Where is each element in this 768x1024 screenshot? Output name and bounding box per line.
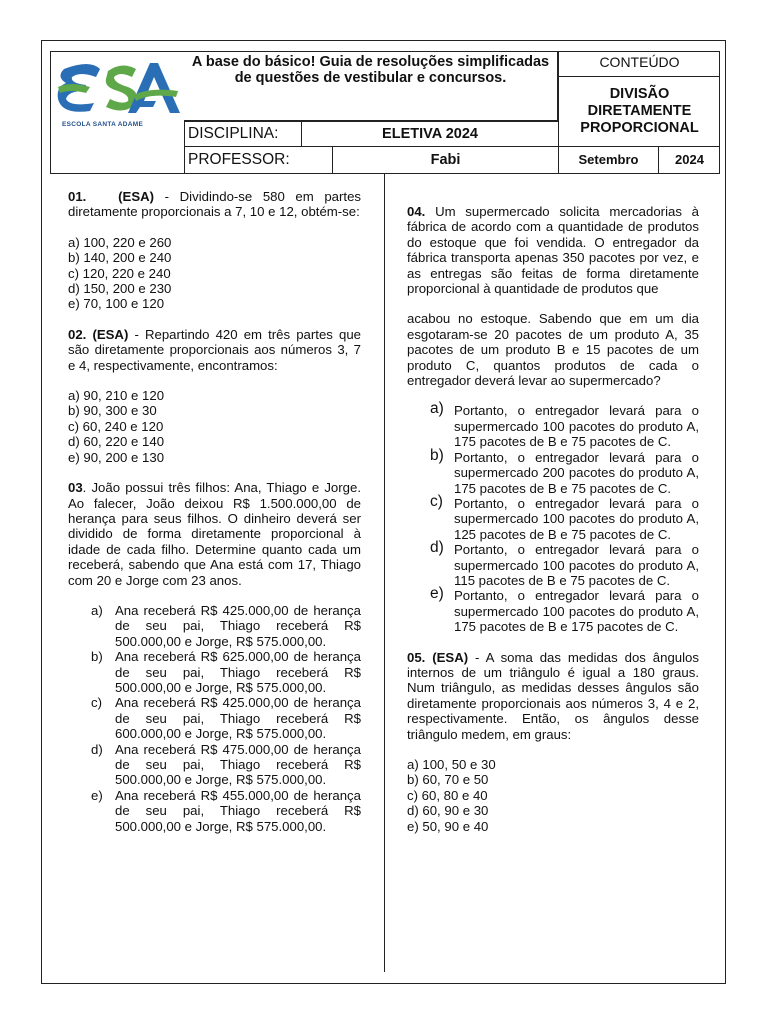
logo-caption: ESCOLA SANTA ADAME (62, 121, 144, 128)
q4-text-part1: Um supermercado solicita mercadorias à fábrica de acordo com a quantidade de produtos do estoque que foi vendida. O entregador da fábrica transporta apenas 350 pacotes por vez, e as entregas são feitas de forma diretamente proporcional à quantidade de produtos que (407, 204, 699, 297)
q2-text: - Repartindo 420 em três partes que são diretamente proporcionais aos números 3, 7 e 4, respectivamente, encontramos: (68, 326, 361, 373)
question-5 (407, 650, 699, 742)
q4-option: d) Portanto, o entregador levará para o supermercado 100 pacotes do produto A, 115 pacotes de B e 75 pacotes de C. (430, 539, 699, 588)
q1-option: b) 140, 200 e 240 (68, 250, 172, 266)
esa-logo-icon (50, 51, 185, 126)
q5-text: - A soma das medidas dos ângulos internos de um triângulo é igual a 180 graus. Num triângulo, as medidas desses ângulos são diretamente proporcionais aos números 3, 4 e 2, respectivamente. Então, os ângulos desse triângulo medem, em graus: (407, 649, 699, 742)
q1-number: 01. (68, 189, 87, 204)
header-table (50, 51, 720, 174)
q5-option: d) 60, 90 e 30 (407, 803, 489, 819)
q1-source: (ESA) (118, 189, 155, 204)
q4-option: e) Portanto, o entregador levará para o supermercado 100 pacotes do produto A, 175 pacotes de B e 175 pacotes de C. (430, 585, 699, 635)
q1-option: e) 70, 100 e 120 (68, 296, 165, 312)
content-value: DIVISÃO DIRETAMENTE PROPORCIONAL (558, 76, 720, 147)
q3-option: c) Ana receberá R$ 425.000,00 de herança de seu pai, Thiago receberá R$ 600.000,00 e Jorge, R$ 575.000,00. (91, 695, 361, 742)
q4-options (407, 400, 699, 635)
q2-options (68, 388, 361, 465)
q3-option: e) Ana receberá R$ 455.000,00 de herança de seu pai, Thiago receberá R$ 500.000,00 e Jorge, R$ 575.000,00. (91, 787, 361, 834)
q1-text: - Dividindo-se 580 em partes diretamente proporcionais a 7, 10 e 12, obtém-se: (68, 189, 361, 220)
q5-number: 05. (ESA) (407, 649, 469, 665)
q3-option: b) Ana receberá R$ 625.000,00 de herança de seu pai, Thiago receberá R$ 500.000,00 e Jorge, R$ 575.000,00. (91, 649, 361, 695)
column-divider (384, 174, 385, 972)
logo (50, 51, 185, 174)
q1-option: a) 100, 220 e 260 (68, 234, 172, 250)
q2-number: 02. (ESA) (68, 326, 129, 342)
discipline-value: ELETIVA 2024 (301, 121, 559, 147)
left-column (68, 189, 361, 834)
q2-option: c) 60, 240 e 120 (68, 418, 164, 434)
question-1 (68, 189, 361, 220)
professor-label: PROFESSOR: (184, 146, 333, 174)
content-label: CONTEÚDO (558, 51, 720, 77)
q2-option: a) 90, 210 e 120 (68, 388, 165, 404)
q1-option: d) 150, 200 e 230 (68, 281, 172, 297)
guide-title: A base do básico! Guia de resoluções simplificadas de questões de vestibular e concursos. (184, 51, 558, 121)
q5-option: a) 100, 50 e 30 (407, 757, 496, 772)
q2-option: e) 90, 200 e 130 (68, 449, 165, 465)
q5-option: c) 60, 80 e 40 (407, 787, 488, 803)
q4-option: c) Portanto, o entregador levará para o supermercado 100 pacotes do produto A, 125 pacotes de B e 75 pacotes de C. (430, 492, 699, 542)
question-3 (68, 480, 361, 588)
q5-option: e) 50, 90 e 40 (407, 818, 489, 834)
q4-number: 04. (407, 204, 426, 219)
q4-option: b) Portanto, o entregador levará para o supermercado 200 pacotes do produto A, 175 pacotes de B e 75 pacotes de C. (430, 446, 699, 496)
q3-options (68, 603, 361, 834)
q1-option: c) 120, 220 e 240 (68, 265, 171, 281)
q4-option: a) Portanto, o entregador levará para o supermercado 100 pacotes do produto A, 175 pacotes de B e 75 pacotes de C. (430, 400, 699, 450)
q2-option: d) 60, 220 e 140 (68, 434, 165, 450)
q3-text: . João possui três filhos: Ana, Thiago e Jorge. Ao falecer, João deixou R$ 1.500.000,00 de herança para seus filhos. O dinheiro deverá ser dividido de forma diretamente proporcional à idade de cada filho. Determine quanto cada um receberá, sabendo que Ana está com 17, Thiago com 20 e Jorge com 23 anos. (68, 480, 361, 588)
q5-options (407, 757, 699, 834)
q3-option: d) Ana receberá R$ 475.000,00 de herança de seu pai, Thiago receberá R$ 500.000,00 e Jorge, R$ 575.000,00. (91, 741, 361, 788)
discipline-label: DISCIPLINA: (184, 121, 302, 147)
question-2 (68, 327, 361, 373)
right-column (407, 204, 699, 834)
q1-options (68, 235, 361, 312)
month: Setembro (558, 146, 659, 174)
q3-number: 03 (68, 480, 83, 496)
q3-option: a) Ana receberá R$ 425.000,00 de herança de seu pai, Thiago receberá R$ 500.000,00 e Jorge, R$ 575.000,00. (91, 602, 361, 649)
q5-option: b) 60, 70 e 50 (407, 772, 489, 788)
professor-value: Fabi (332, 146, 559, 174)
year: 2024 (658, 146, 720, 174)
question-4 (407, 204, 699, 296)
q4-text-part2: acabou no estoque. Sabendo que em um dia esgotaram-se 20 pacotes de um produto A, 35 pacotes de um produto B e 15 pacotes de um produto C, quantos produtos de cada o entregador deverá levar ao supermercado? (407, 311, 699, 389)
q2-option: b) 90, 300 e 30 (68, 403, 157, 419)
